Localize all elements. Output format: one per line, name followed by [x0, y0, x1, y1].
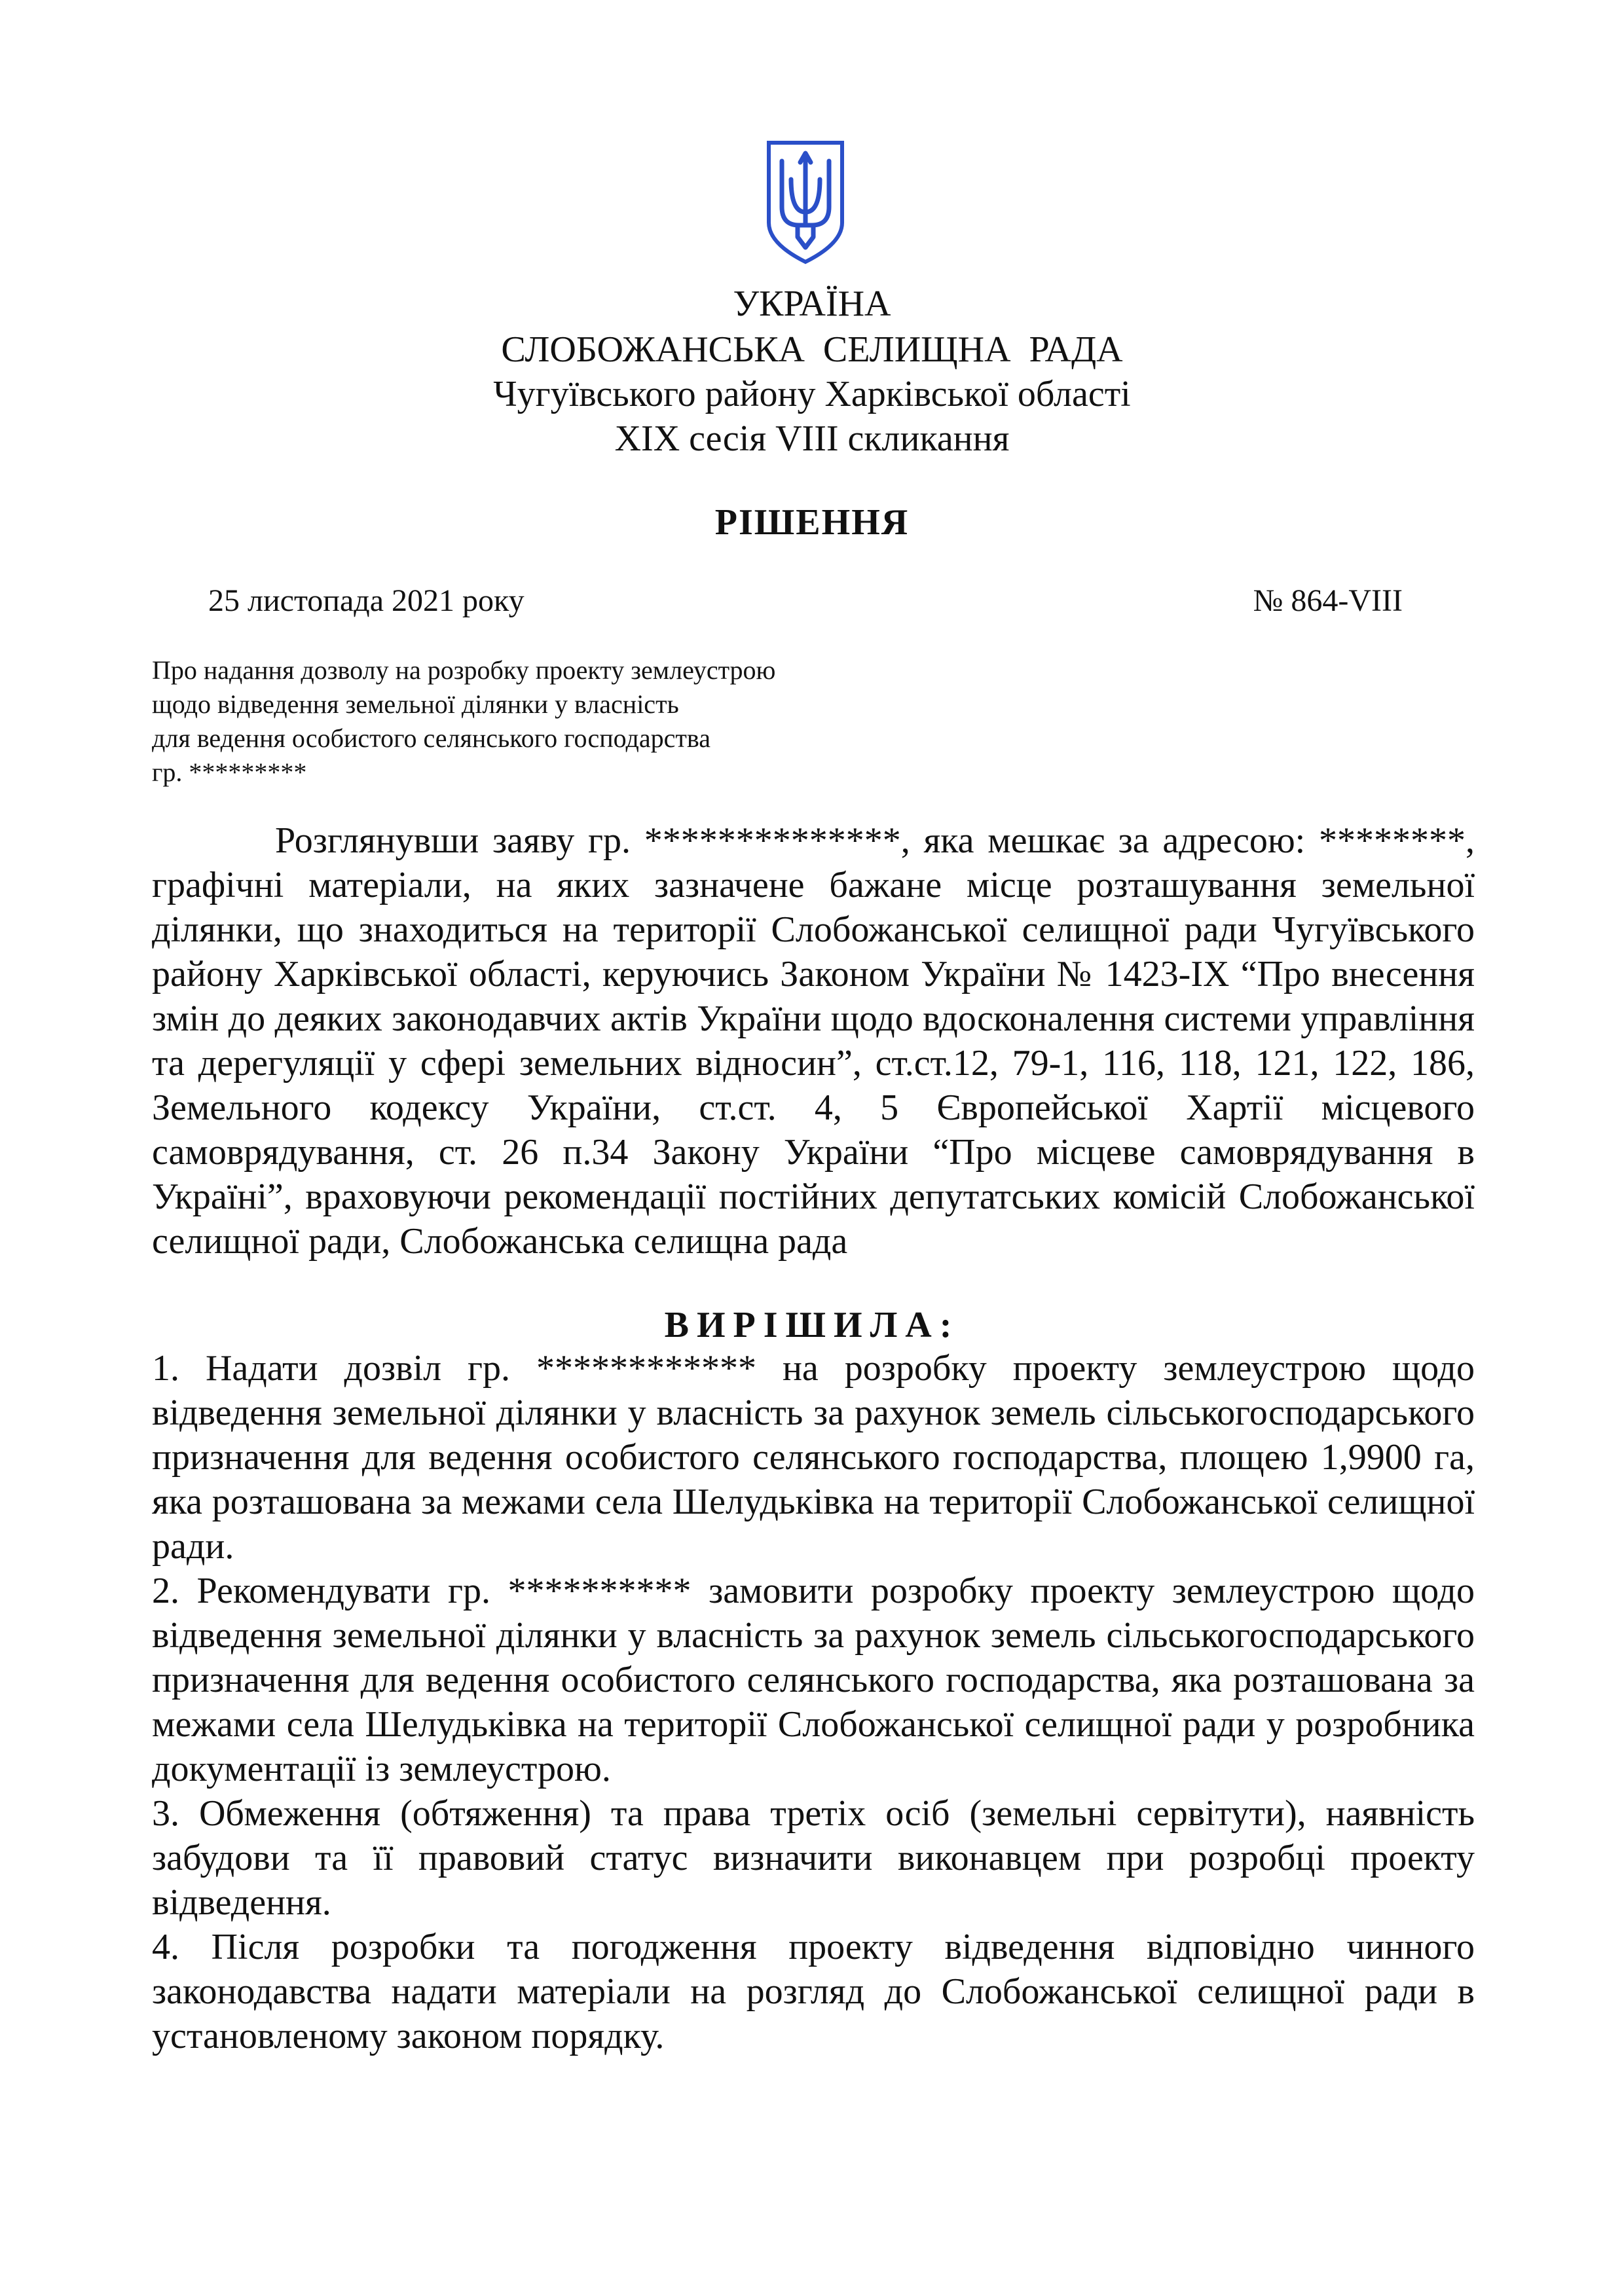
subject-line: гр. *********	[152, 757, 307, 787]
header-council: СЛОБОЖАНСЬКА СЕЛИЩНА РАДА	[501, 329, 1123, 370]
decision-subject	[152, 653, 938, 790]
resolved-title: ВИРІШИЛА:	[664, 1305, 960, 1345]
resolution-item: 3. Обмеження (обтяження) та права третіх осіб (земельні сервітути), наявність забудови та її правовий статус визначити виконавцем при розробці проекту відведення.	[152, 1793, 1475, 1923]
decision-date: 25 листопада 2021 року	[208, 583, 525, 618]
resolution-item: 1. Надати дозвіл гр. ************ на розробку проекту землеустрою щодо відведення земельної ділянки у власність за рахунок земель сільськогосподарського призначення для ведення особистого селянського господарства, площею 1,9900 га, яка розташована за межами села Шелудьківка на території Слобожанської селищної ради.	[152, 1348, 1475, 1567]
header-country: УКРАЇНА	[733, 283, 891, 324]
tryzub-coat-of-arms-icon	[765, 139, 846, 266]
resolution-items	[152, 1346, 1475, 2058]
header-region: Чугуївського району Харківської області	[493, 374, 1131, 414]
subject-line: для ведення особистого селянського господарства	[152, 723, 710, 753]
resolution-item: 2. Рекомендувати гр. ********** замовити розробку проекту землеустрою щодо відведення земельної ділянки у власність за рахунок земель сільськогосподарського призначення для ведення особистого селянського господарства, яка розташована за межами села Шелудьківка на території Слобожанської селищної ради у розробника документації із землеустрою.	[152, 1571, 1475, 1789]
resolution-item: 4. Після розробки та погодження проекту відведення відповідно чинного законодавства надати матеріали на розгляд до Слобожанської селищної ради в установленому законом порядку.	[152, 1927, 1475, 2056]
header-session: ХІХ сесія VІІІ скликання	[614, 418, 1010, 459]
subject-line: Про надання дозволу на розробку проекту землеустрою	[152, 655, 776, 685]
subject-line: щодо відведення земельної ділянки у власність	[152, 689, 679, 719]
preamble-paragraph: Розглянувши заяву гр. **************, яка мешкає за адресою: ********, графічні матеріали, на яких зазначене бажане місце розташування земельної ділянки, що знаходиться на території Слобожанської селищної ради Чугуївського району Харківської області, керуючись Законом України № 1423-ІХ “Про внесення змін до деяких законодавчих актів України щодо вдосконалення системи управління та дерегуляції у сфері земельних відносин”, ст.ст.12, 79-1, 116, 118, 121, 122, 186, Земельного кодексу України, ст.ст. 4, 5 Європейської Хартії місцевого самоврядування, ст. 26 п.34 Закону України “Про місцеве самоврядування в Україні”, враховуючи рекомендації постійних депутатських комісій Слобожанської селищної ради, Слобожанська селищна рада	[152, 820, 1475, 1262]
decision-number: № 864-VІІІ	[1253, 583, 1403, 618]
decision-title: РІШЕННЯ	[714, 502, 910, 543]
